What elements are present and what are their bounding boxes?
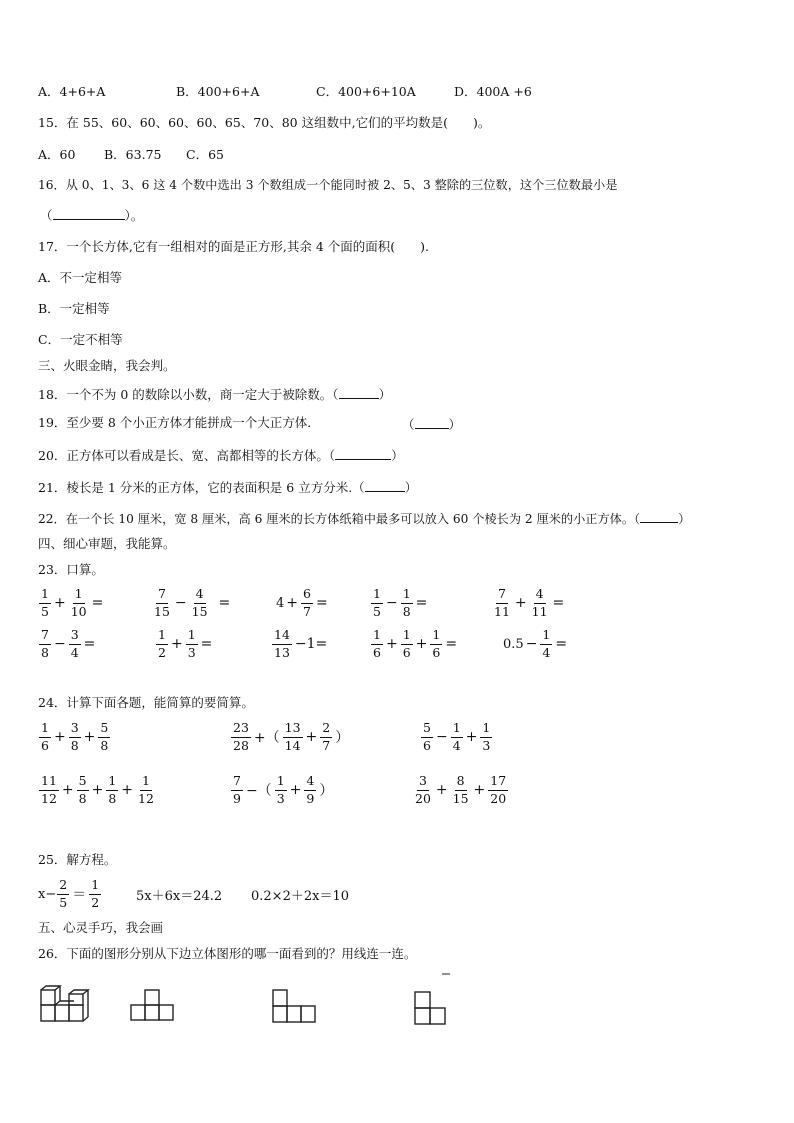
operator: + <box>53 729 66 745</box>
view-shape-2-icon <box>272 988 318 1024</box>
q19-close: ） <box>448 417 462 432</box>
q24-r2-e3 <box>412 775 509 805</box>
q23-r1-e1 <box>38 588 105 618</box>
q17-option-b: B．一定相等 <box>38 301 110 316</box>
q21-blank[interactable] <box>365 480 405 492</box>
q23-r2-e5 <box>503 629 569 659</box>
q23-title: 23．口算。 <box>38 562 104 577</box>
equals: = <box>315 595 328 611</box>
close-paren: ） <box>319 783 334 799</box>
q16-open: （ <box>40 208 53 223</box>
q14-option-c: C．400+6+10A <box>316 84 416 99</box>
fraction: $\frac{7}{8}$ <box>41 627 49 660</box>
fraction: $\frac{1}{6}$ <box>402 627 411 660</box>
q18-blank[interactable] <box>339 387 379 399</box>
fraction: $\frac{13}{14}$ <box>284 720 301 753</box>
tail-expression: −1= <box>294 636 328 652</box>
q19-open: （ <box>402 417 415 432</box>
equals: = <box>200 636 213 652</box>
fraction: $\frac{1}{2}$ <box>91 877 100 910</box>
q19 <box>38 417 311 430</box>
q16-answer-line <box>40 208 143 223</box>
operator: −（ <box>245 783 272 799</box>
q17-option-a: A．不一定相等 <box>38 270 123 285</box>
fraction: $\frac{1}{6}$ <box>41 720 49 753</box>
operator: + <box>514 595 527 611</box>
equals: = <box>218 595 231 611</box>
q23-r2-e3 <box>271 629 329 659</box>
equals: = <box>555 636 568 652</box>
fraction: $\frac{1}{12}$ <box>138 773 154 806</box>
q18-close: ） <box>378 387 392 402</box>
fraction: $\frac{1}{4}$ <box>542 627 551 660</box>
equation-prefix: x− <box>38 886 57 902</box>
fraction: $\frac{1}{5}$ <box>373 586 381 619</box>
fraction: $\frac{11}{12}$ <box>41 773 57 806</box>
q26-text: 26．下面的图形分别从下边立体图形的哪一面看到的？用线连一连。 <box>38 946 417 961</box>
q24-r1-e1 <box>38 722 111 752</box>
operator: + <box>305 729 318 745</box>
operator: + <box>61 782 74 798</box>
fraction: $\frac{7}{9}$ <box>233 773 241 806</box>
q18 <box>38 387 391 402</box>
close-paren: ） <box>335 730 350 746</box>
operator: + <box>53 595 66 611</box>
q25-title: 25．解方程。 <box>38 852 117 867</box>
operator: + <box>286 595 299 611</box>
q19-answer <box>402 417 461 432</box>
fraction: $\frac{14}{13}$ <box>274 627 290 660</box>
fraction: $\frac{1}{4}$ <box>452 720 461 753</box>
q23-r2-e4 <box>370 629 459 659</box>
q16-text: 16．从 0、1、3、6 这 4 个数中选出 3 个数组成一个能同时被 2、5、3 整除的三位数，这个三位数最小是 <box>38 178 618 192</box>
operator: + <box>121 782 134 798</box>
operator: + <box>473 782 486 798</box>
operator: + <box>415 636 428 652</box>
q24-r2-e2 <box>230 775 335 805</box>
fraction: $\frac{1}{8}$ <box>108 773 117 806</box>
fraction: $\frac{1}{5}$ <box>41 586 49 619</box>
fraction: $\frac{7}{15}$ <box>154 586 170 619</box>
fraction: $\frac{5}{8}$ <box>100 720 109 753</box>
solid-figure-icon <box>40 984 100 1024</box>
fraction: $\frac{4}{15}$ <box>191 586 208 619</box>
q23-r2-e1 <box>38 629 97 659</box>
fraction: $\frac{3}{20}$ <box>415 773 431 806</box>
q22-blank[interactable] <box>640 511 678 523</box>
fraction: $\frac{3}{4}$ <box>70 627 79 660</box>
q23-r1-e4 <box>370 588 429 618</box>
fraction: $\frac{4}{11}$ <box>531 586 548 619</box>
operator: + <box>91 782 104 798</box>
equals: = <box>83 636 96 652</box>
fraction: $\frac{1}{3}$ <box>187 627 196 660</box>
equals: = <box>552 595 565 611</box>
q16-close: ）。 <box>124 208 144 223</box>
q17-text: 17．一个长方体,它有一组相对的面是正方形,其余 4 个面的面积( ). <box>38 239 429 254</box>
section-4-heading: 四、细心审题，我能算。 <box>38 536 176 551</box>
operator: + <box>435 782 448 798</box>
operator: − <box>435 729 448 745</box>
operator: + <box>385 636 398 652</box>
fraction: $\frac{1}{3}$ <box>276 773 285 806</box>
q15-option-a: A．60 <box>38 147 76 162</box>
equals: = <box>415 595 428 611</box>
fraction: $\frac{1}{6}$ <box>432 627 441 660</box>
section-5-heading: 五、心灵手巧，我会画 <box>38 920 164 935</box>
fraction: $\frac{23}{28}$ <box>233 720 249 753</box>
decimal-number: 0.5 <box>503 636 524 652</box>
q22-close: ） <box>678 512 691 526</box>
q15-option-c: C．65 <box>186 147 224 162</box>
fraction: $\frac{1}{3}$ <box>482 720 491 753</box>
fraction: $\frac{3}{8}$ <box>70 720 79 753</box>
operator: + <box>289 782 302 798</box>
equals: ＝ <box>72 887 87 903</box>
q23-r1-e3 <box>276 588 330 618</box>
q20-blank[interactable] <box>335 448 391 460</box>
view-shape-3-icon <box>414 972 454 1026</box>
fraction: $\frac{8}{15}$ <box>452 773 469 806</box>
q22-text: 22．在一个长 10 厘米，宽 8 厘米，高 6 厘米的长方体纸箱中最多可以放入 60 个棱长为 2 厘米的小正方体。（ <box>38 512 641 526</box>
q24-r1-e3 <box>420 722 493 752</box>
q14-option-d: D．400A +6 <box>454 84 532 99</box>
fraction: $\frac{1}{6}$ <box>373 627 381 660</box>
section-3-heading: 三、火眼金睛，我会判。 <box>38 358 176 373</box>
fraction: $\frac{7}{11}$ <box>494 586 510 619</box>
fraction: $\frac{1}{2}$ <box>158 627 166 660</box>
q22 <box>38 511 690 525</box>
q24-r2-e1 <box>38 775 157 805</box>
q25-eq1 <box>38 879 102 909</box>
q25-eq2: 5x＋6x＝24.2 <box>136 889 223 904</box>
fraction: $\frac{5}{6}$ <box>423 720 431 753</box>
fraction: $\frac{2}{7}$ <box>322 720 331 753</box>
q15-text: 15．在 55、60、60、60、60、65、70、80 这组数中,它们的平均数是( )。 <box>38 115 491 130</box>
q19-blank[interactable] <box>415 417 449 429</box>
q16-blank[interactable] <box>53 208 125 220</box>
q20-text: 20．正方体可以看成是长、宽、高都相等的长方体。（ <box>38 448 336 463</box>
fraction: $\frac{1}{8}$ <box>402 586 411 619</box>
operator: + <box>465 729 478 745</box>
q21 <box>38 480 417 495</box>
q23-r2-e2 <box>155 629 214 659</box>
q20-close: ） <box>391 448 404 463</box>
operator: − <box>385 595 398 611</box>
q23-r1-e2 <box>151 588 232 618</box>
q24-title: 24．计算下面各题，能简算的要简算。 <box>38 695 254 710</box>
q23-r1-e5 <box>491 588 566 618</box>
q14-option-b: B．400+6+A <box>176 84 260 99</box>
fraction: $\frac{2}{5}$ <box>59 877 68 910</box>
equals: = <box>445 636 458 652</box>
fraction: $\frac{17}{20}$ <box>490 773 507 806</box>
operator: +（ <box>253 730 280 746</box>
q20 <box>38 448 404 463</box>
q24-r1-e2 <box>230 722 351 752</box>
operator: − <box>174 595 187 611</box>
operator: − <box>53 636 66 652</box>
fraction: $\frac{1}{10}$ <box>70 586 87 619</box>
fraction: $\frac{6}{7}$ <box>303 586 311 619</box>
q18-text: 18．一个不为 0 的数除以小数，商一定大于被除数。（ <box>38 387 339 402</box>
q21-text: 21．棱长是 1 分米的正方体，它的表面积是 6 立方分米.（ <box>38 480 365 495</box>
view-shape-1-icon <box>130 988 174 1022</box>
q14-option-a: A．4+6+A <box>38 84 106 99</box>
q15-option-b: B．63.75 <box>104 147 162 162</box>
fraction: $\frac{4}{9}$ <box>306 773 315 806</box>
equals: = <box>91 595 104 611</box>
q25-eq3: 0.2×2＋2x＝10 <box>251 889 349 904</box>
q21-close: ） <box>404 480 418 495</box>
q17-option-c: C．一定不相等 <box>38 332 123 347</box>
operator: + <box>170 636 183 652</box>
operator: − <box>525 636 538 652</box>
q19-text: 19．至少要 8 个小正方体才能拼成一个大正方体. <box>38 415 312 430</box>
operator: + <box>83 729 96 745</box>
fraction: $\frac{5}{8}$ <box>78 773 87 806</box>
whole-number: 4 <box>276 595 285 611</box>
